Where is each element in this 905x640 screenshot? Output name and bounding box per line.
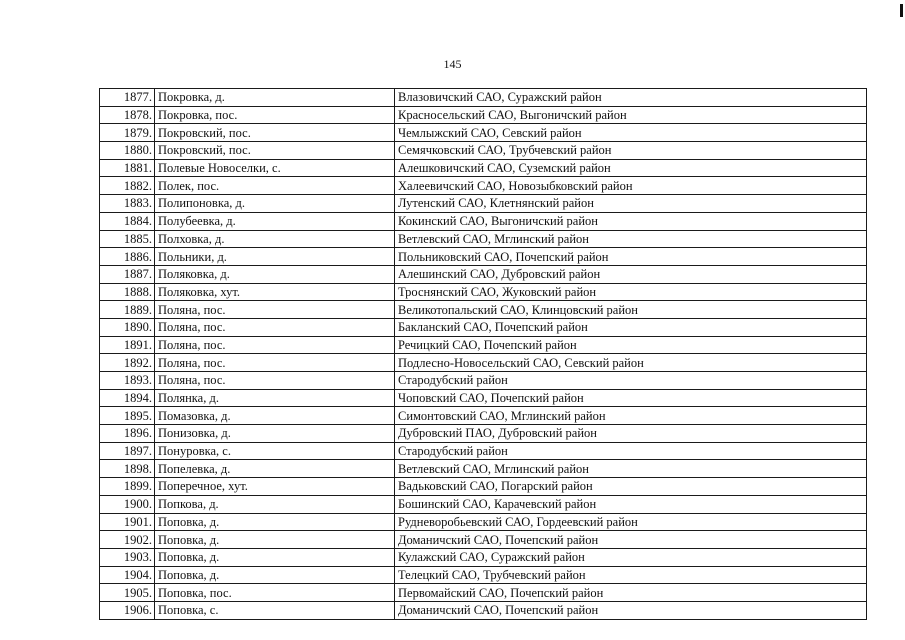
- row-number: 1883.: [100, 195, 155, 213]
- district-name: Ветлевский САО, Мглинский район: [395, 460, 867, 478]
- table-row: [100, 283, 867, 301]
- district-name: Телецкий САО, Трубчевский район: [395, 566, 867, 584]
- table-row: [100, 566, 867, 584]
- row-number: 1880.: [100, 142, 155, 160]
- table-row: [100, 442, 867, 460]
- district-name: Великотопальский САО, Клинцовский район: [395, 301, 867, 319]
- row-number: 1888.: [100, 283, 155, 301]
- row-number: 1886.: [100, 248, 155, 266]
- settlement-name: Покровский, пос.: [155, 142, 395, 160]
- table-row: [100, 478, 867, 496]
- row-number: 1887.: [100, 265, 155, 283]
- settlement-name: Полевые Новоселки, с.: [155, 159, 395, 177]
- table-row: [100, 301, 867, 319]
- settlement-name: Поповка, д.: [155, 566, 395, 584]
- row-number: 1899.: [100, 478, 155, 496]
- settlement-name: Понизовка, д.: [155, 425, 395, 443]
- row-number: 1890.: [100, 318, 155, 336]
- table-row: [100, 106, 867, 124]
- district-name: Чоповский САО, Почепский район: [395, 389, 867, 407]
- table-row: [100, 389, 867, 407]
- settlement-name: Поляна, пос.: [155, 301, 395, 319]
- district-name: Красносельский САО, Выгоничский район: [395, 106, 867, 124]
- settlement-name: Поперечное, хут.: [155, 478, 395, 496]
- table-row: [100, 513, 867, 531]
- district-name: Алешковичский САО, Суземский район: [395, 159, 867, 177]
- district-name: Подлесно-Новосельский САО, Севский район: [395, 354, 867, 372]
- table-row: [100, 548, 867, 566]
- district-name: Стародубский район: [395, 372, 867, 390]
- settlement-name: Поляна, пос.: [155, 318, 395, 336]
- table-row: [100, 265, 867, 283]
- table-row: [100, 177, 867, 195]
- table-row: [100, 318, 867, 336]
- row-number: 1882.: [100, 177, 155, 195]
- row-number: 1897.: [100, 442, 155, 460]
- table-row: [100, 230, 867, 248]
- row-number: 1894.: [100, 389, 155, 407]
- row-number: 1879.: [100, 124, 155, 142]
- settlement-name: Покровка, пос.: [155, 106, 395, 124]
- settlement-name: Польники, д.: [155, 248, 395, 266]
- row-number: 1878.: [100, 106, 155, 124]
- district-name: Влазовичский САО, Суражский район: [395, 89, 867, 107]
- district-name: Доманичский САО, Почепский район: [395, 531, 867, 549]
- settlement-name: Поляна, пос.: [155, 336, 395, 354]
- row-number: 1905.: [100, 584, 155, 602]
- row-number: 1898.: [100, 460, 155, 478]
- row-number: 1902.: [100, 531, 155, 549]
- table-row: [100, 142, 867, 160]
- table-row: [100, 195, 867, 213]
- table-row: [100, 336, 867, 354]
- settlement-name: Понуровка, с.: [155, 442, 395, 460]
- row-number: 1877.: [100, 89, 155, 107]
- district-name: Халеевичский САО, Новозыбковский район: [395, 177, 867, 195]
- table-row: [100, 159, 867, 177]
- table-row: [100, 584, 867, 602]
- settlement-name: Помазовка, д.: [155, 407, 395, 425]
- settlement-name: Полипоновка, д.: [155, 195, 395, 213]
- settlement-name: Попкова, д.: [155, 495, 395, 513]
- table-row: [100, 89, 867, 107]
- district-name: Бакланский САО, Почепский район: [395, 318, 867, 336]
- district-name: Чемлыжский САО, Севский район: [395, 124, 867, 142]
- settlement-name: Полек, пос.: [155, 177, 395, 195]
- row-number: 1891.: [100, 336, 155, 354]
- table-row: [100, 531, 867, 549]
- table-row: [100, 495, 867, 513]
- district-name: Стародубский район: [395, 442, 867, 460]
- table-row: [100, 248, 867, 266]
- settlement-name: Поповка, с.: [155, 601, 395, 619]
- settlement-name: Полховка, д.: [155, 230, 395, 248]
- row-number: 1892.: [100, 354, 155, 372]
- settlement-name: Поляковка, хут.: [155, 283, 395, 301]
- table-row: [100, 460, 867, 478]
- row-number: 1896.: [100, 425, 155, 443]
- settlement-name: Покровка, д.: [155, 89, 395, 107]
- district-name: Доманичский САО, Почепский район: [395, 601, 867, 619]
- row-number: 1895.: [100, 407, 155, 425]
- row-number: 1901.: [100, 513, 155, 531]
- district-name: Первомайский САО, Почепский район: [395, 584, 867, 602]
- district-name: Речицкий САО, Почепский район: [395, 336, 867, 354]
- page-number: 145: [443, 57, 462, 71]
- table-row: [100, 425, 867, 443]
- district-name: Лутенский САО, Клетнянский район: [395, 195, 867, 213]
- district-name: Кокинский САО, Выгоничский район: [395, 212, 867, 230]
- row-number: 1903.: [100, 548, 155, 566]
- settlement-name: Поповка, д.: [155, 513, 395, 531]
- settlement-name: Полянка, д.: [155, 389, 395, 407]
- scan-edge-mark: [900, 4, 903, 17]
- settlement-name: Покровский, пос.: [155, 124, 395, 142]
- table-row: [100, 407, 867, 425]
- district-name: Кулажский САО, Суражский район: [395, 548, 867, 566]
- row-number: 1904.: [100, 566, 155, 584]
- settlement-name: Попелевка, д.: [155, 460, 395, 478]
- settlement-name: Поляна, пос.: [155, 354, 395, 372]
- settlement-name: Поповка, д.: [155, 531, 395, 549]
- table-row: [100, 601, 867, 619]
- table-row: [100, 124, 867, 142]
- district-name: Троснянский САО, Жуковский район: [395, 283, 867, 301]
- table-row: [100, 212, 867, 230]
- district-name: Бошинский САО, Карачевский район: [395, 495, 867, 513]
- settlement-name: Поповка, пос.: [155, 584, 395, 602]
- row-number: 1893.: [100, 372, 155, 390]
- table-body: [100, 89, 867, 620]
- settlements-table: [99, 88, 867, 620]
- district-name: Ветлевский САО, Мглинский район: [395, 230, 867, 248]
- settlement-name: Поляна, пос.: [155, 372, 395, 390]
- row-number: 1906.: [100, 601, 155, 619]
- table-row: [100, 372, 867, 390]
- row-number: 1884.: [100, 212, 155, 230]
- settlement-name: Поляковка, д.: [155, 265, 395, 283]
- settlement-name: Полубеевка, д.: [155, 212, 395, 230]
- district-name: Семячковский САО, Трубчевский район: [395, 142, 867, 160]
- row-number: 1881.: [100, 159, 155, 177]
- settlement-name: Поповка, д.: [155, 548, 395, 566]
- row-number: 1889.: [100, 301, 155, 319]
- district-name: Рудневоробьевский САО, Гордеевский район: [395, 513, 867, 531]
- district-name: Дубровский ПАО, Дубровский район: [395, 425, 867, 443]
- row-number: 1885.: [100, 230, 155, 248]
- district-name: Симонтовский САО, Мглинский район: [395, 407, 867, 425]
- table-row: [100, 354, 867, 372]
- row-number: 1900.: [100, 495, 155, 513]
- district-name: Польниковский САО, Почепский район: [395, 248, 867, 266]
- district-name: Вадьковский САО, Погарский район: [395, 478, 867, 496]
- district-name: Алешинский САО, Дубровский район: [395, 265, 867, 283]
